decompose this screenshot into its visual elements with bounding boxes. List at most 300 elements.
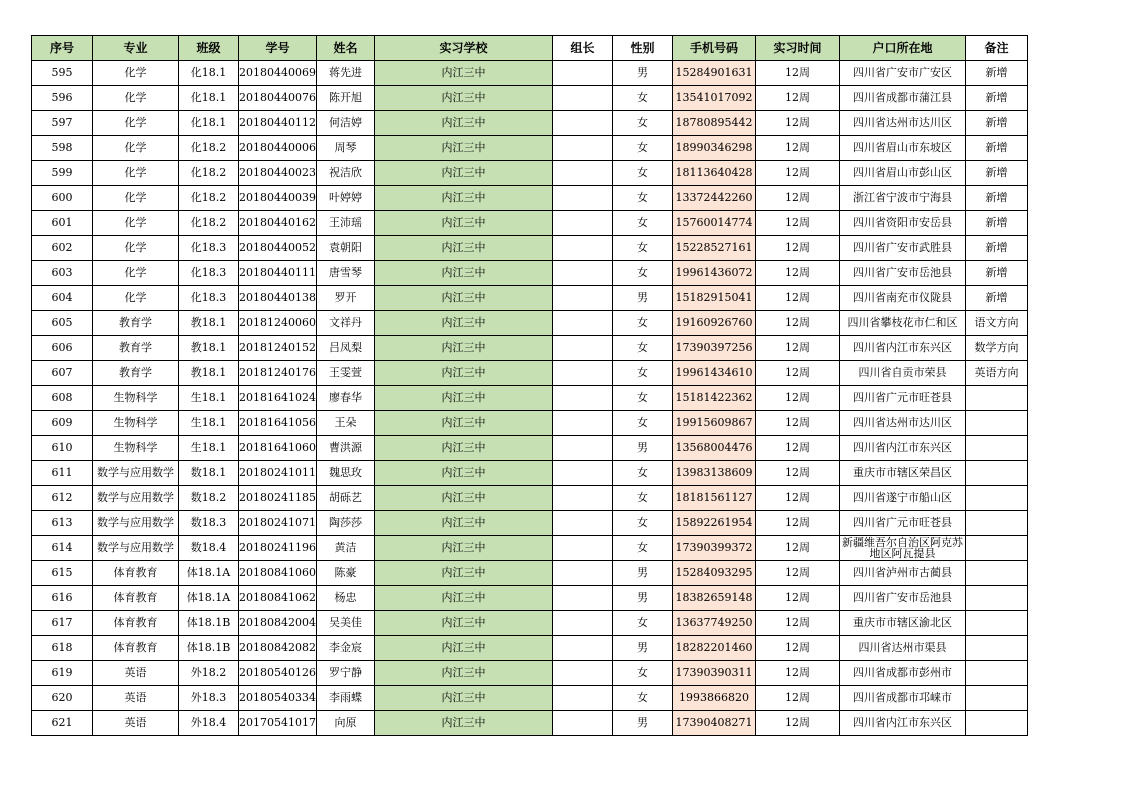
cell-duration: 12周	[755, 136, 839, 161]
cell-duration: 12周	[755, 161, 839, 186]
cell-phone: 15284093295	[672, 561, 755, 586]
cell-duration: 12周	[755, 661, 839, 686]
cell-seq: 609	[32, 411, 93, 436]
cell-major: 体育教育	[93, 636, 179, 661]
cell-name: 文祥丹	[316, 311, 374, 336]
cell-duration: 12周	[755, 611, 839, 636]
cell-gender: 男	[612, 561, 672, 586]
cell-duration: 12周	[755, 586, 839, 611]
cell-class: 生18.1	[179, 411, 239, 436]
cell-school: 内江三中	[374, 86, 552, 111]
table-row	[32, 561, 1028, 586]
cell-name: 蒋先进	[316, 61, 374, 86]
cell-hukou: 四川省广安市武胜县	[839, 236, 965, 261]
cell-group-leader	[552, 186, 612, 211]
cell-seq: 620	[32, 686, 93, 711]
cell-name: 吴美佳	[316, 611, 374, 636]
table-row	[32, 711, 1028, 736]
cell-school: 内江三中	[374, 211, 552, 236]
cell-hukou: 四川省广安市广安区	[839, 61, 965, 86]
cell-duration: 12周	[755, 236, 839, 261]
cell-remark: 新增	[965, 136, 1027, 161]
cell-phone: 15284901631	[672, 61, 755, 86]
cell-name: 罗宁静	[316, 661, 374, 686]
cell-remark: 新增	[965, 186, 1027, 211]
cell-remark	[965, 411, 1027, 436]
header-major: 专业	[93, 36, 179, 61]
cell-name: 周琴	[316, 136, 374, 161]
cell-hukou: 四川省自贡市荣县	[839, 361, 965, 386]
cell-class: 外18.4	[179, 711, 239, 736]
cell-student-id: 20180440039	[239, 186, 317, 211]
cell-school: 内江三中	[374, 561, 552, 586]
cell-name: 祝洁欣	[316, 161, 374, 186]
cell-major: 体育教育	[93, 561, 179, 586]
cell-group-leader	[552, 636, 612, 661]
cell-class: 数18.3	[179, 511, 239, 536]
cell-student-id: 20180241185	[239, 486, 317, 511]
cell-name: 魏思玫	[316, 461, 374, 486]
cell-hukou: 四川省攀枝花市仁和区	[839, 311, 965, 336]
cell-duration: 12周	[755, 561, 839, 586]
cell-class: 体18.1A	[179, 561, 239, 586]
cell-group-leader	[552, 236, 612, 261]
cell-school: 内江三中	[374, 186, 552, 211]
table-row	[32, 111, 1028, 136]
cell-major: 体育教育	[93, 586, 179, 611]
cell-duration: 12周	[755, 261, 839, 286]
cell-remark: 新增	[965, 261, 1027, 286]
cell-student-id: 20170541017	[239, 711, 317, 736]
cell-group-leader	[552, 711, 612, 736]
header-student-id: 学号	[239, 36, 317, 61]
cell-school: 内江三中	[374, 286, 552, 311]
cell-name: 陈豪	[316, 561, 374, 586]
cell-student-id: 20181641056	[239, 411, 317, 436]
cell-duration: 12周	[755, 536, 839, 561]
cell-class: 化18.1	[179, 61, 239, 86]
table-row	[32, 436, 1028, 461]
table-row	[32, 236, 1028, 261]
cell-class: 化18.2	[179, 211, 239, 236]
cell-group-leader	[552, 411, 612, 436]
cell-name: 胡砾艺	[316, 486, 374, 511]
cell-phone: 13541017092	[672, 86, 755, 111]
cell-gender: 女	[612, 261, 672, 286]
table-row	[32, 486, 1028, 511]
cell-school: 内江三中	[374, 661, 552, 686]
cell-major: 教育学	[93, 311, 179, 336]
cell-name: 陈开旭	[316, 86, 374, 111]
cell-seq: 601	[32, 211, 93, 236]
cell-hukou: 四川省眉山市彭山区	[839, 161, 965, 186]
cell-major: 数学与应用数学	[93, 511, 179, 536]
cell-class: 化18.2	[179, 161, 239, 186]
cell-name: 黄洁	[316, 536, 374, 561]
cell-school: 内江三中	[374, 336, 552, 361]
cell-school: 内江三中	[374, 636, 552, 661]
cell-class: 化18.3	[179, 236, 239, 261]
cell-school: 内江三中	[374, 161, 552, 186]
cell-school: 内江三中	[374, 611, 552, 636]
cell-gender: 女	[612, 411, 672, 436]
cell-duration: 12周	[755, 361, 839, 386]
cell-class: 体18.1B	[179, 611, 239, 636]
cell-major: 体育教育	[93, 611, 179, 636]
cell-duration: 12周	[755, 311, 839, 336]
cell-class: 化18.1	[179, 86, 239, 111]
cell-gender: 男	[612, 436, 672, 461]
cell-duration: 12周	[755, 86, 839, 111]
cell-student-id: 20180841062	[239, 586, 317, 611]
cell-student-id: 20181240176	[239, 361, 317, 386]
cell-gender: 女	[612, 311, 672, 336]
cell-gender: 女	[612, 461, 672, 486]
cell-gender: 女	[612, 111, 672, 136]
table-row	[32, 661, 1028, 686]
cell-seq: 618	[32, 636, 93, 661]
cell-school: 内江三中	[374, 136, 552, 161]
cell-major: 教育学	[93, 361, 179, 386]
cell-gender: 女	[612, 336, 672, 361]
cell-name: 曹洪源	[316, 436, 374, 461]
cell-hukou: 重庆市市辖区荣昌区	[839, 461, 965, 486]
cell-seq: 602	[32, 236, 93, 261]
cell-phone: 13637749250	[672, 611, 755, 636]
cell-class: 教18.1	[179, 336, 239, 361]
table-row	[32, 636, 1028, 661]
header-duration: 实习时间	[755, 36, 839, 61]
cell-student-id: 20180241011	[239, 461, 317, 486]
cell-seq: 600	[32, 186, 93, 211]
cell-major: 英语	[93, 686, 179, 711]
cell-class: 教18.1	[179, 361, 239, 386]
table-row	[32, 186, 1028, 211]
cell-school: 内江三中	[374, 436, 552, 461]
cell-phone: 17390408271	[672, 711, 755, 736]
cell-major: 化学	[93, 186, 179, 211]
cell-hukou: 四川省达州市达川区	[839, 111, 965, 136]
cell-remark	[965, 686, 1027, 711]
cell-remark	[965, 586, 1027, 611]
cell-hukou: 四川省广元市旺苍县	[839, 511, 965, 536]
cell-student-id: 20181641060	[239, 436, 317, 461]
cell-hukou: 四川省内江市东兴区	[839, 711, 965, 736]
cell-student-id: 20180440006	[239, 136, 317, 161]
cell-hukou: 四川省成都市彭州市	[839, 661, 965, 686]
table-row	[32, 686, 1028, 711]
cell-school: 内江三中	[374, 486, 552, 511]
cell-gender: 女	[612, 661, 672, 686]
cell-seq: 619	[32, 661, 93, 686]
header-class: 班级	[179, 36, 239, 61]
cell-major: 数学与应用数学	[93, 536, 179, 561]
cell-seq: 613	[32, 511, 93, 536]
cell-major: 化学	[93, 161, 179, 186]
table-row	[32, 336, 1028, 361]
cell-class: 化18.3	[179, 286, 239, 311]
cell-student-id: 20181240152	[239, 336, 317, 361]
cell-hukou: 四川省达州市渠县	[839, 636, 965, 661]
cell-name: 向原	[316, 711, 374, 736]
cell-remark: 新增	[965, 86, 1027, 111]
cell-group-leader	[552, 361, 612, 386]
cell-major: 生物科学	[93, 386, 179, 411]
cell-name: 王沛瑶	[316, 211, 374, 236]
cell-hukou: 四川省南充市仪陇县	[839, 286, 965, 311]
table-row	[32, 161, 1028, 186]
cell-hukou: 浙江省宁波市宁海县	[839, 186, 965, 211]
cell-school: 内江三中	[374, 386, 552, 411]
cell-remark	[965, 561, 1027, 586]
cell-phone: 17390399372	[672, 536, 755, 561]
cell-group-leader	[552, 61, 612, 86]
cell-name: 何洁婷	[316, 111, 374, 136]
header-name: 姓名	[316, 36, 374, 61]
cell-duration: 12周	[755, 486, 839, 511]
cell-hukou: 四川省资阳市安岳县	[839, 211, 965, 236]
cell-remark: 新增	[965, 61, 1027, 86]
header-gender: 性别	[612, 36, 672, 61]
table-row	[32, 261, 1028, 286]
cell-seq: 615	[32, 561, 93, 586]
cell-duration: 12周	[755, 461, 839, 486]
cell-major: 化学	[93, 286, 179, 311]
cell-phone: 1993866820	[672, 686, 755, 711]
cell-remark	[965, 486, 1027, 511]
cell-student-id: 20180540334	[239, 686, 317, 711]
cell-remark: 新增	[965, 286, 1027, 311]
cell-hukou: 四川省内江市东兴区	[839, 436, 965, 461]
cell-phone: 17390397256	[672, 336, 755, 361]
cell-gender: 女	[612, 236, 672, 261]
cell-phone: 19915609867	[672, 411, 755, 436]
cell-remark	[965, 611, 1027, 636]
cell-duration: 12周	[755, 61, 839, 86]
cell-major: 化学	[93, 111, 179, 136]
cell-seq: 621	[32, 711, 93, 736]
cell-name: 李雨蝶	[316, 686, 374, 711]
table-row	[32, 411, 1028, 436]
cell-gender: 男	[612, 711, 672, 736]
cell-remark: 数学方向	[965, 336, 1027, 361]
cell-remark	[965, 536, 1027, 561]
cell-class: 外18.2	[179, 661, 239, 686]
cell-class: 化18.3	[179, 261, 239, 286]
cell-gender: 女	[612, 136, 672, 161]
cell-remark: 新增	[965, 236, 1027, 261]
cell-hukou: 四川省达州市达川区	[839, 411, 965, 436]
cell-student-id: 20180440052	[239, 236, 317, 261]
cell-phone: 13372442260	[672, 186, 755, 211]
cell-remark	[965, 386, 1027, 411]
cell-remark	[965, 661, 1027, 686]
cell-gender: 女	[612, 86, 672, 111]
cell-group-leader	[552, 511, 612, 536]
cell-major: 化学	[93, 136, 179, 161]
cell-seq: 603	[32, 261, 93, 286]
cell-duration: 12周	[755, 211, 839, 236]
cell-phone: 13983138609	[672, 461, 755, 486]
cell-phone: 15181422362	[672, 386, 755, 411]
cell-student-id: 20180440076	[239, 86, 317, 111]
cell-name: 罗开	[316, 286, 374, 311]
cell-school: 内江三中	[374, 686, 552, 711]
cell-hukou: 四川省广安市岳池县	[839, 261, 965, 286]
cell-student-id: 20181641024	[239, 386, 317, 411]
cell-gender: 男	[612, 286, 672, 311]
cell-gender: 女	[612, 511, 672, 536]
cell-student-id: 20180440112	[239, 111, 317, 136]
cell-student-id: 20180540126	[239, 661, 317, 686]
table-row	[32, 61, 1028, 86]
cell-duration: 12周	[755, 436, 839, 461]
header-hukou: 户口所在地	[839, 36, 965, 61]
cell-hukou: 四川省遂宁市船山区	[839, 486, 965, 511]
cell-seq: 608	[32, 386, 93, 411]
table-row	[32, 586, 1028, 611]
cell-class: 体18.1B	[179, 636, 239, 661]
cell-phone: 15182915041	[672, 286, 755, 311]
cell-hukou: 重庆市市辖区渝北区	[839, 611, 965, 636]
cell-student-id: 20180440138	[239, 286, 317, 311]
cell-gender: 女	[612, 361, 672, 386]
cell-seq: 617	[32, 611, 93, 636]
header-remark: 备注	[965, 36, 1027, 61]
cell-name: 廖春华	[316, 386, 374, 411]
cell-phone: 19961436072	[672, 261, 755, 286]
cell-school: 内江三中	[374, 711, 552, 736]
cell-gender: 男	[612, 586, 672, 611]
cell-gender: 男	[612, 636, 672, 661]
cell-phone: 18282201460	[672, 636, 755, 661]
cell-student-id: 20180440162	[239, 211, 317, 236]
cell-class: 外18.3	[179, 686, 239, 711]
cell-seq: 597	[32, 111, 93, 136]
cell-remark: 语文方向	[965, 311, 1027, 336]
cell-phone: 15228527161	[672, 236, 755, 261]
table-row	[32, 361, 1028, 386]
cell-group-leader	[552, 486, 612, 511]
cell-remark	[965, 461, 1027, 486]
cell-class: 化18.2	[179, 136, 239, 161]
cell-student-id: 20181240060	[239, 311, 317, 336]
table-row	[32, 386, 1028, 411]
cell-hukou: 四川省内江市东兴区	[839, 336, 965, 361]
cell-phone: 19961434610	[672, 361, 755, 386]
cell-class: 生18.1	[179, 386, 239, 411]
cell-student-id: 20180241196	[239, 536, 317, 561]
internship-roster-table	[31, 35, 1028, 736]
cell-gender: 女	[612, 161, 672, 186]
cell-seq: 612	[32, 486, 93, 511]
cell-phone: 18780895442	[672, 111, 755, 136]
cell-gender: 女	[612, 686, 672, 711]
cell-duration: 12周	[755, 386, 839, 411]
cell-class: 数18.4	[179, 536, 239, 561]
cell-duration: 12周	[755, 186, 839, 211]
cell-phone: 18181561127	[672, 486, 755, 511]
cell-group-leader	[552, 111, 612, 136]
cell-remark	[965, 636, 1027, 661]
cell-major: 化学	[93, 211, 179, 236]
cell-remark	[965, 711, 1027, 736]
cell-group-leader	[552, 561, 612, 586]
cell-school: 内江三中	[374, 236, 552, 261]
cell-phone: 18113640428	[672, 161, 755, 186]
cell-remark	[965, 511, 1027, 536]
cell-gender: 女	[612, 611, 672, 636]
cell-name: 陶莎莎	[316, 511, 374, 536]
cell-major: 化学	[93, 86, 179, 111]
cell-group-leader	[552, 86, 612, 111]
cell-phone: 18990346298	[672, 136, 755, 161]
cell-name: 王朵	[316, 411, 374, 436]
cell-seq: 604	[32, 286, 93, 311]
cell-group-leader	[552, 536, 612, 561]
cell-hukou: 新疆维吾尔自治区阿克苏地区阿瓦提县	[839, 536, 965, 561]
cell-duration: 12周	[755, 411, 839, 436]
cell-group-leader	[552, 436, 612, 461]
cell-seq: 607	[32, 361, 93, 386]
cell-seq: 598	[32, 136, 93, 161]
cell-major: 数学与应用数学	[93, 461, 179, 486]
cell-gender: 女	[612, 536, 672, 561]
cell-group-leader	[552, 211, 612, 236]
cell-group-leader	[552, 311, 612, 336]
cell-name: 叶婷婷	[316, 186, 374, 211]
cell-phone: 17390390311	[672, 661, 755, 686]
cell-major: 教育学	[93, 336, 179, 361]
cell-group-leader	[552, 611, 612, 636]
cell-school: 内江三中	[374, 586, 552, 611]
cell-duration: 12周	[755, 636, 839, 661]
cell-name: 吕凤梨	[316, 336, 374, 361]
cell-group-leader	[552, 586, 612, 611]
table-row	[32, 286, 1028, 311]
cell-gender: 女	[612, 211, 672, 236]
cell-group-leader	[552, 336, 612, 361]
cell-remark: 新增	[965, 211, 1027, 236]
cell-group-leader	[552, 686, 612, 711]
cell-group-leader	[552, 661, 612, 686]
cell-duration: 12周	[755, 511, 839, 536]
cell-major: 生物科学	[93, 436, 179, 461]
cell-class: 生18.1	[179, 436, 239, 461]
cell-school: 内江三中	[374, 311, 552, 336]
cell-school: 内江三中	[374, 411, 552, 436]
cell-duration: 12周	[755, 686, 839, 711]
cell-phone: 13568004476	[672, 436, 755, 461]
cell-school: 内江三中	[374, 111, 552, 136]
cell-group-leader	[552, 461, 612, 486]
cell-student-id: 20180241071	[239, 511, 317, 536]
cell-major: 英语	[93, 711, 179, 736]
cell-duration: 12周	[755, 111, 839, 136]
cell-phone: 18382659148	[672, 586, 755, 611]
cell-group-leader	[552, 386, 612, 411]
cell-remark: 新增	[965, 161, 1027, 186]
cell-school: 内江三中	[374, 361, 552, 386]
cell-school: 内江三中	[374, 461, 552, 486]
table-row	[32, 611, 1028, 636]
cell-major: 英语	[93, 661, 179, 686]
cell-student-id: 20180841060	[239, 561, 317, 586]
table-row	[32, 211, 1028, 236]
cell-phone: 15760014774	[672, 211, 755, 236]
cell-name: 杨忠	[316, 586, 374, 611]
cell-school: 内江三中	[374, 511, 552, 536]
